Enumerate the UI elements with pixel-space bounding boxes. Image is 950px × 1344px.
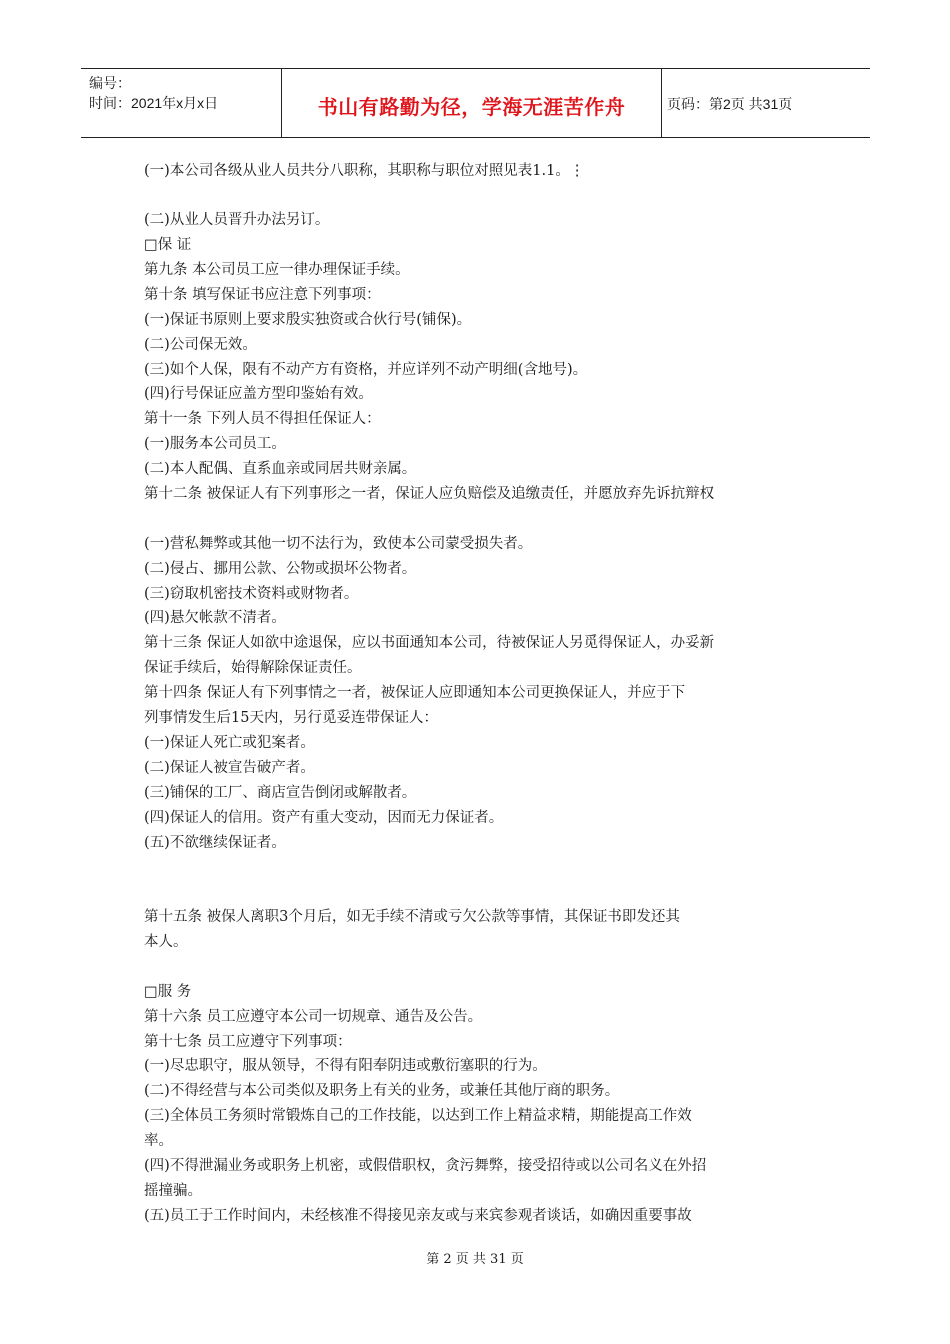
body-line: (一)服务本公司员工。 (144, 436, 286, 452)
body-line: (五)不欲继续保证者。 (144, 835, 286, 851)
body-line: (一)尽忠职守，服从领导，不得有阳奉阴违或敷衍塞职的行为。 (144, 1058, 547, 1074)
section-heading-guarantee: □保 证 (144, 237, 192, 253)
article-line: 第十六条 员工应遵守本公司一切规章、通告及公告。 (144, 1009, 483, 1025)
body-line: (二)本人配偶、直系血亲或同居共财亲属。 (144, 461, 417, 477)
document-time-label: 时间：2021年x月x日 (89, 95, 219, 111)
section-heading-service: □服 务 (144, 984, 192, 1000)
header-page-cell (661, 69, 870, 137)
body-line: 列事情发生后15天内，另行觅妥连带保证人： (144, 710, 438, 726)
body-line: (二)从业人员晋升办法另订。 (144, 212, 330, 228)
body-line: (一)本公司各级从业人员共分八职称，其职称与职位对照见表1.1。⋮ (144, 163, 585, 179)
body-line: 本人。 (144, 934, 188, 950)
article-line: 第十一条 下列人员不得担任保证人： (144, 411, 381, 427)
body-line: (三)全体员工务须时常锻炼自己的工作技能，以达到工作上精益求精，期能提高工作效 (144, 1108, 692, 1124)
body-line: 摇撞骗。 (144, 1183, 202, 1199)
body-line: (一)营私舞弊或其他一切不法行为，致使本公司蒙受损失者。 (144, 536, 533, 552)
body-line: (三)窃取机密技术资料或财物者。 (144, 586, 359, 602)
body-line: (三)铺保的工厂、商店宣告倒闭或解散者。 (144, 785, 417, 801)
article-line: 第十四条 保证人有下列事情之一者，被保证人应即通知本公司更换保证人，并应于下 (144, 685, 686, 701)
article-line: 第十五条 被保人离职3个月后，如无手续不清或亏欠公款等事情，其保证书即发还其 (144, 909, 680, 925)
article-line: 第十条 填写保证书应注意下列事项： (144, 287, 381, 303)
body-line: (五)员工于工作时间内，未经核准不得接见亲友或与来宾参观者谈话，如确因重要事故 (144, 1208, 692, 1224)
body-line: (二)侵占、挪用公款、公物或损坏公物者。 (144, 561, 417, 577)
body-line: (二)公司保无效。 (144, 337, 257, 353)
body-line: (一)保证书原则上要求殷实独资或合伙行号(铺保)。 (144, 312, 472, 328)
header-meta-cell (81, 69, 281, 137)
article-line: 第十二条 被保证人有下列事形之一者，保证人应负赔偿及追缴责任，并愿放弃先诉抗辩权 (144, 486, 715, 502)
header-motto: 书山有路勤为径，学海无涯苦作舟 (317, 95, 626, 119)
body-line: 保证手续后，始得解除保证责任。 (144, 660, 362, 676)
article-line: 第十七条 员工应遵守下列事项： (144, 1034, 352, 1050)
body-line: (三)如个人保，限有不动产方有资格，并应详列不动产明细(含地号)。 (144, 362, 588, 378)
document-header (81, 68, 870, 138)
body-line: (一)保证人死亡或犯案者。 (144, 735, 315, 751)
header-page-info: 页码：第2页 共31页 (667, 96, 793, 112)
body-line: (四)悬欠帐款不清者。 (144, 610, 286, 626)
body-line: (四)不得泄漏业务或职务上机密，或假借职权，贪污舞弊，接受招待或以公司名义在外招 (144, 1158, 707, 1174)
document-number-label: 编号： (89, 75, 131, 91)
body-line: (四)保证人的信用。资产有重大变动，因而无力保证者。 (144, 810, 504, 826)
article-line: 第十三条 保证人如欲中途退保，应以书面通知本公司，待被保证人另觅得保证人，办妥新 (144, 635, 715, 651)
article-line: 第九条 本公司员工应一律办理保证手续。 (144, 262, 410, 278)
body-line: (四)行号保证应盖方型印鉴始有效。 (144, 386, 373, 402)
body-line: (二)保证人被宣告破产者。 (144, 760, 315, 776)
header-motto-cell (281, 69, 662, 137)
page-footer: 第 2 页 共 31 页 (426, 1252, 524, 1267)
body-line: (二)不得经营与本公司类似及职务上有关的业务，或兼任其他厅商的职务。 (144, 1083, 620, 1099)
body-line: 率。 (144, 1133, 173, 1149)
